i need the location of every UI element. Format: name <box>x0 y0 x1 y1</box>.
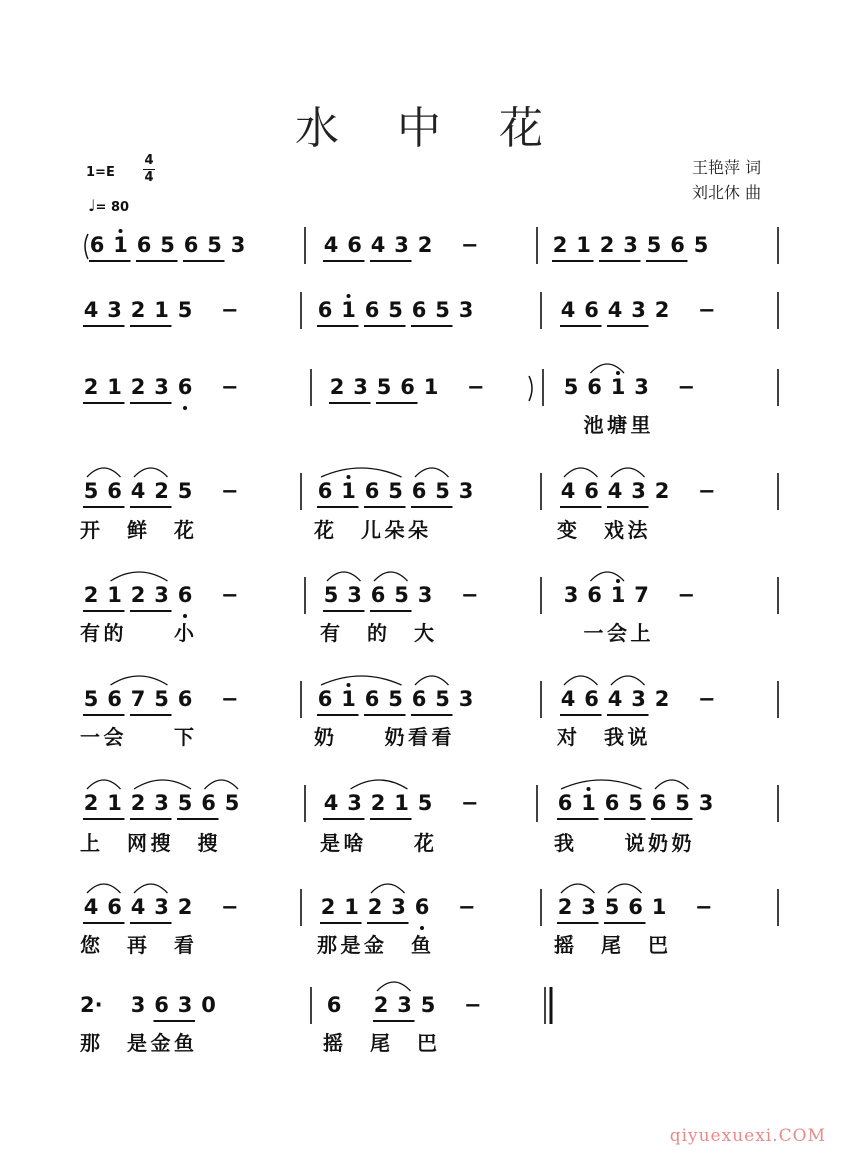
dash-extension: − <box>697 298 716 322</box>
note: 1 <box>107 583 122 607</box>
note: 4 <box>83 298 99 322</box>
note: 2 <box>654 298 670 322</box>
note: 3 <box>230 233 246 257</box>
note: 2 <box>654 687 670 711</box>
note: 3 <box>458 479 474 503</box>
lyric-syllable: 巴 <box>648 933 668 957</box>
note: 5 <box>394 583 409 607</box>
note: 2 <box>654 479 670 503</box>
lyric-syllable: 我 <box>604 725 624 749</box>
note: 5 <box>435 479 450 503</box>
note: 6 <box>400 375 415 399</box>
note: 6 <box>177 687 193 711</box>
lyric-syllable: 那 <box>80 1031 100 1055</box>
time-signature-bottom: 4 <box>144 170 154 185</box>
note: 4 <box>323 791 339 815</box>
dash-extension: − <box>220 298 239 322</box>
lyric-syllable: 您 <box>80 933 100 957</box>
note: 6 <box>584 687 599 711</box>
note: 3 <box>417 583 433 607</box>
lyric-syllable: 花 <box>414 831 434 855</box>
lyric-syllable: 塘 <box>607 413 627 437</box>
note: 1 <box>113 233 128 257</box>
note: 1 <box>107 375 122 399</box>
note: 6 <box>364 687 380 711</box>
note: 3 <box>154 583 169 607</box>
note: 6 <box>347 233 362 257</box>
lyric-syllable: 会 <box>103 725 124 749</box>
note: 1 <box>610 583 626 607</box>
lyric-syllable: 大 <box>414 621 434 645</box>
lyric-syllable: 啥 <box>343 831 364 855</box>
lyric-syllable: 鱼 <box>411 933 431 957</box>
note: 4 <box>607 298 623 322</box>
lyric-syllable: 有 <box>320 621 340 645</box>
note: 4 <box>130 479 146 503</box>
lyric-syllable: 看 <box>408 725 428 749</box>
composer-credit: 刘北休 曲 <box>692 183 762 202</box>
note: 3 <box>394 233 409 257</box>
lyric-syllable: 我 <box>554 831 574 855</box>
note: 1 <box>423 375 439 399</box>
note: 5 <box>693 233 709 257</box>
lyric-syllable: 一 <box>80 725 100 749</box>
note: 6 <box>584 479 599 503</box>
note: 3 <box>698 791 714 815</box>
note: 5 <box>420 993 436 1017</box>
lyric-syllable: 池 <box>583 413 604 437</box>
note: 2 <box>417 233 433 257</box>
note: 6 <box>370 583 386 607</box>
lyric-syllable: 金 <box>364 933 384 957</box>
note: 6 <box>136 233 152 257</box>
note: 3 <box>634 375 649 399</box>
note: 6 <box>317 298 333 322</box>
lyricist-credit: 王艳萍 词 <box>692 158 762 177</box>
dash-extension: − <box>220 479 239 503</box>
dash-extension: − <box>460 583 479 607</box>
note: 5 <box>388 298 403 322</box>
lyric-syllable: 看 <box>431 725 452 749</box>
note: 3 <box>581 895 596 919</box>
note: 3 <box>353 375 368 399</box>
lyric-syllable: 巴 <box>417 1031 437 1055</box>
note: 2 <box>130 375 146 399</box>
note: 2 <box>83 583 99 607</box>
note: 6 <box>411 479 427 503</box>
note: 2 <box>177 895 193 919</box>
note: 5 <box>154 687 169 711</box>
note: 0 <box>201 993 216 1017</box>
lyric-syllable: 一 <box>583 621 604 645</box>
note: 3 <box>391 895 406 919</box>
note: 2 <box>130 583 146 607</box>
note: 5 <box>83 479 99 503</box>
note: 4 <box>370 233 386 257</box>
lyric-syllable: 的 <box>367 621 387 645</box>
lyric-syllable: 鱼 <box>174 1031 194 1055</box>
dash-extension: − <box>457 895 476 919</box>
note: 6 <box>317 479 333 503</box>
time-signature-top: 4 <box>144 153 154 168</box>
note: 3 <box>154 791 169 815</box>
lyric-syllable: 上 <box>630 621 651 645</box>
lyric-syllable: 是 <box>127 1031 147 1055</box>
note: 6 <box>201 791 216 815</box>
note: 1 <box>341 687 356 711</box>
note: 2 <box>154 479 169 503</box>
note: 2 <box>83 375 99 399</box>
note: 3 <box>347 583 362 607</box>
note: 3 <box>154 375 169 399</box>
lyric-syllable: 说 <box>627 725 648 749</box>
note: 6 <box>364 479 380 503</box>
dash-extension: − <box>220 687 239 711</box>
note: 2 <box>329 375 345 399</box>
note: 5 <box>604 895 620 919</box>
note: 3 <box>623 233 638 257</box>
note: 3 <box>397 993 412 1017</box>
lyric-syllable: 看 <box>174 933 194 957</box>
note: 3 <box>458 687 474 711</box>
note: 5 <box>207 233 222 257</box>
lyric-syllable: 儿 <box>361 518 381 542</box>
key-signature: 1=E <box>86 165 115 180</box>
lyric-syllable: 朵 <box>408 518 428 542</box>
note: 6 <box>364 298 380 322</box>
lyric-syllable: 小 <box>174 621 194 645</box>
note: 3 <box>347 791 362 815</box>
dash-extension: − <box>220 583 239 607</box>
note: 4 <box>607 479 623 503</box>
note: 6 <box>107 479 122 503</box>
note: 4 <box>607 687 623 711</box>
dash-extension: − <box>694 895 713 919</box>
lyric-syllable: 尾 <box>601 933 621 957</box>
lyric-syllable: 搜 <box>150 831 171 855</box>
note: 5 <box>224 791 240 815</box>
note: 3 <box>458 298 474 322</box>
note: 5 <box>628 791 643 815</box>
note: 6 <box>411 687 427 711</box>
note: 2 <box>373 993 389 1017</box>
note: 5 <box>376 375 392 399</box>
lyric-syllable: 开 <box>80 518 100 542</box>
lyric-syllable: 摇 <box>554 933 574 957</box>
note: 3 <box>631 298 646 322</box>
lyric-syllable: 对 <box>557 725 577 749</box>
note: 7 <box>634 583 649 607</box>
note: 6 <box>107 687 122 711</box>
note: 3 <box>631 687 646 711</box>
lyric-syllable: 那 <box>317 933 337 957</box>
note: 5 <box>563 375 579 399</box>
dash-extension: − <box>697 687 716 711</box>
note: 4 <box>323 233 339 257</box>
lyric-syllable: 网 <box>127 831 147 855</box>
note: 5 <box>417 791 433 815</box>
note: 1 <box>107 791 122 815</box>
lyric-syllable: 奶 <box>671 831 692 855</box>
note: 5 <box>646 233 662 257</box>
note: 2 <box>370 791 386 815</box>
dash-extension: − <box>220 375 239 399</box>
note: 5 <box>160 233 175 257</box>
note: 6 <box>587 583 602 607</box>
quarter-note-icon: ♩ <box>88 196 96 215</box>
note: 6 <box>317 687 333 711</box>
note: 6 <box>651 791 667 815</box>
lyric-syllable: 会 <box>607 621 627 645</box>
note: 6 <box>670 233 685 257</box>
note: 6 <box>183 233 199 257</box>
note: 2 <box>130 298 146 322</box>
note: 1 <box>651 895 667 919</box>
dash-extension: − <box>677 583 695 607</box>
note: 1 <box>344 895 359 919</box>
note: 1 <box>394 791 409 815</box>
note: 6 <box>557 791 573 815</box>
note: 1 <box>341 298 356 322</box>
note: 6 <box>411 298 427 322</box>
note: 4 <box>560 687 576 711</box>
note: 4 <box>83 895 99 919</box>
note: 1 <box>341 479 356 503</box>
dash-extension: − <box>466 375 485 399</box>
tempo-value: = 80 <box>95 200 130 215</box>
note: 5 <box>83 687 99 711</box>
lyric-syllable: 尾 <box>370 1031 390 1055</box>
dash-extension: − <box>460 791 479 815</box>
lyric-syllable: 说 <box>624 831 645 855</box>
lyric-syllable: 是 <box>340 933 361 957</box>
lyric-syllable: 花 <box>314 518 334 542</box>
watermark: qiyuexuexi.COM <box>669 1126 826 1146</box>
lyric-syllable: 是 <box>320 831 340 855</box>
song-title: 水 中 花 <box>295 103 565 154</box>
lyric-syllable: 下 <box>174 725 194 749</box>
note: 2 <box>367 895 383 919</box>
lyric-syllable: 再 <box>127 933 147 957</box>
note: 4 <box>560 479 576 503</box>
note: 5 <box>675 791 690 815</box>
lyric-syllable: 鲜 <box>127 518 147 542</box>
note: 5 <box>177 479 193 503</box>
note: 2 <box>599 233 615 257</box>
note: 5 <box>177 298 193 322</box>
lyric-syllable: 变 <box>557 518 577 542</box>
note: 5 <box>435 687 450 711</box>
note: 2 <box>130 791 146 815</box>
note: 6 <box>587 375 602 399</box>
note: 6 <box>107 895 122 919</box>
lyric-syllable: 奶 <box>648 831 668 855</box>
note: 6 <box>584 298 599 322</box>
note: 5 <box>388 687 403 711</box>
note: 3 <box>563 583 579 607</box>
note: 2 <box>557 895 573 919</box>
lyric-syllable: 搜 <box>197 831 218 855</box>
lyric-syllable: 上 <box>80 831 100 855</box>
note: 6 <box>604 791 620 815</box>
note: 1 <box>154 298 169 322</box>
note: 4 <box>130 895 146 919</box>
dash-extension: − <box>697 479 716 503</box>
note: 1 <box>576 233 591 257</box>
note: 2 <box>552 233 568 257</box>
dash-extension: − <box>220 895 239 919</box>
note: 6 <box>628 895 643 919</box>
lyric-syllable: 奶 <box>314 725 334 749</box>
lyric-syllable: 摇 <box>323 1031 343 1055</box>
note: 6 <box>414 895 430 919</box>
note: 3 <box>154 895 169 919</box>
lyric-syllable: 朵 <box>384 518 405 542</box>
note: 4 <box>560 298 576 322</box>
lyric-syllable: 有 <box>80 621 100 645</box>
note: 5 <box>323 583 339 607</box>
note: 5 <box>177 791 193 815</box>
note: 2 <box>320 895 336 919</box>
note: 6 <box>326 993 342 1017</box>
lyric-syllable: 花 <box>174 518 194 542</box>
lyric-syllable: 奶 <box>384 725 405 749</box>
note: 6 <box>177 375 193 399</box>
lyric-syllable: 金 <box>150 1031 171 1055</box>
dash-extension: − <box>463 993 482 1017</box>
lyric-syllable: 戏 <box>604 518 624 542</box>
dash-extension: − <box>460 233 479 257</box>
note: 1 <box>610 375 626 399</box>
note: 3 <box>177 993 193 1017</box>
note: 6 <box>177 583 193 607</box>
note: 6 <box>89 233 105 257</box>
lyric-syllable: 法 <box>627 518 648 542</box>
note: 2· <box>80 993 103 1017</box>
note: 5 <box>435 298 450 322</box>
note: 6 <box>154 993 169 1017</box>
note: 3 <box>107 298 122 322</box>
note: 3 <box>631 479 646 503</box>
note: 2 <box>83 791 99 815</box>
note: 7 <box>130 687 146 711</box>
dash-extension: − <box>677 375 695 399</box>
note: 5 <box>388 479 403 503</box>
note: 1 <box>581 791 596 815</box>
lyric-syllable: 里 <box>630 413 651 437</box>
lyric-syllable: 的 <box>103 621 124 645</box>
note: 3 <box>130 993 146 1017</box>
